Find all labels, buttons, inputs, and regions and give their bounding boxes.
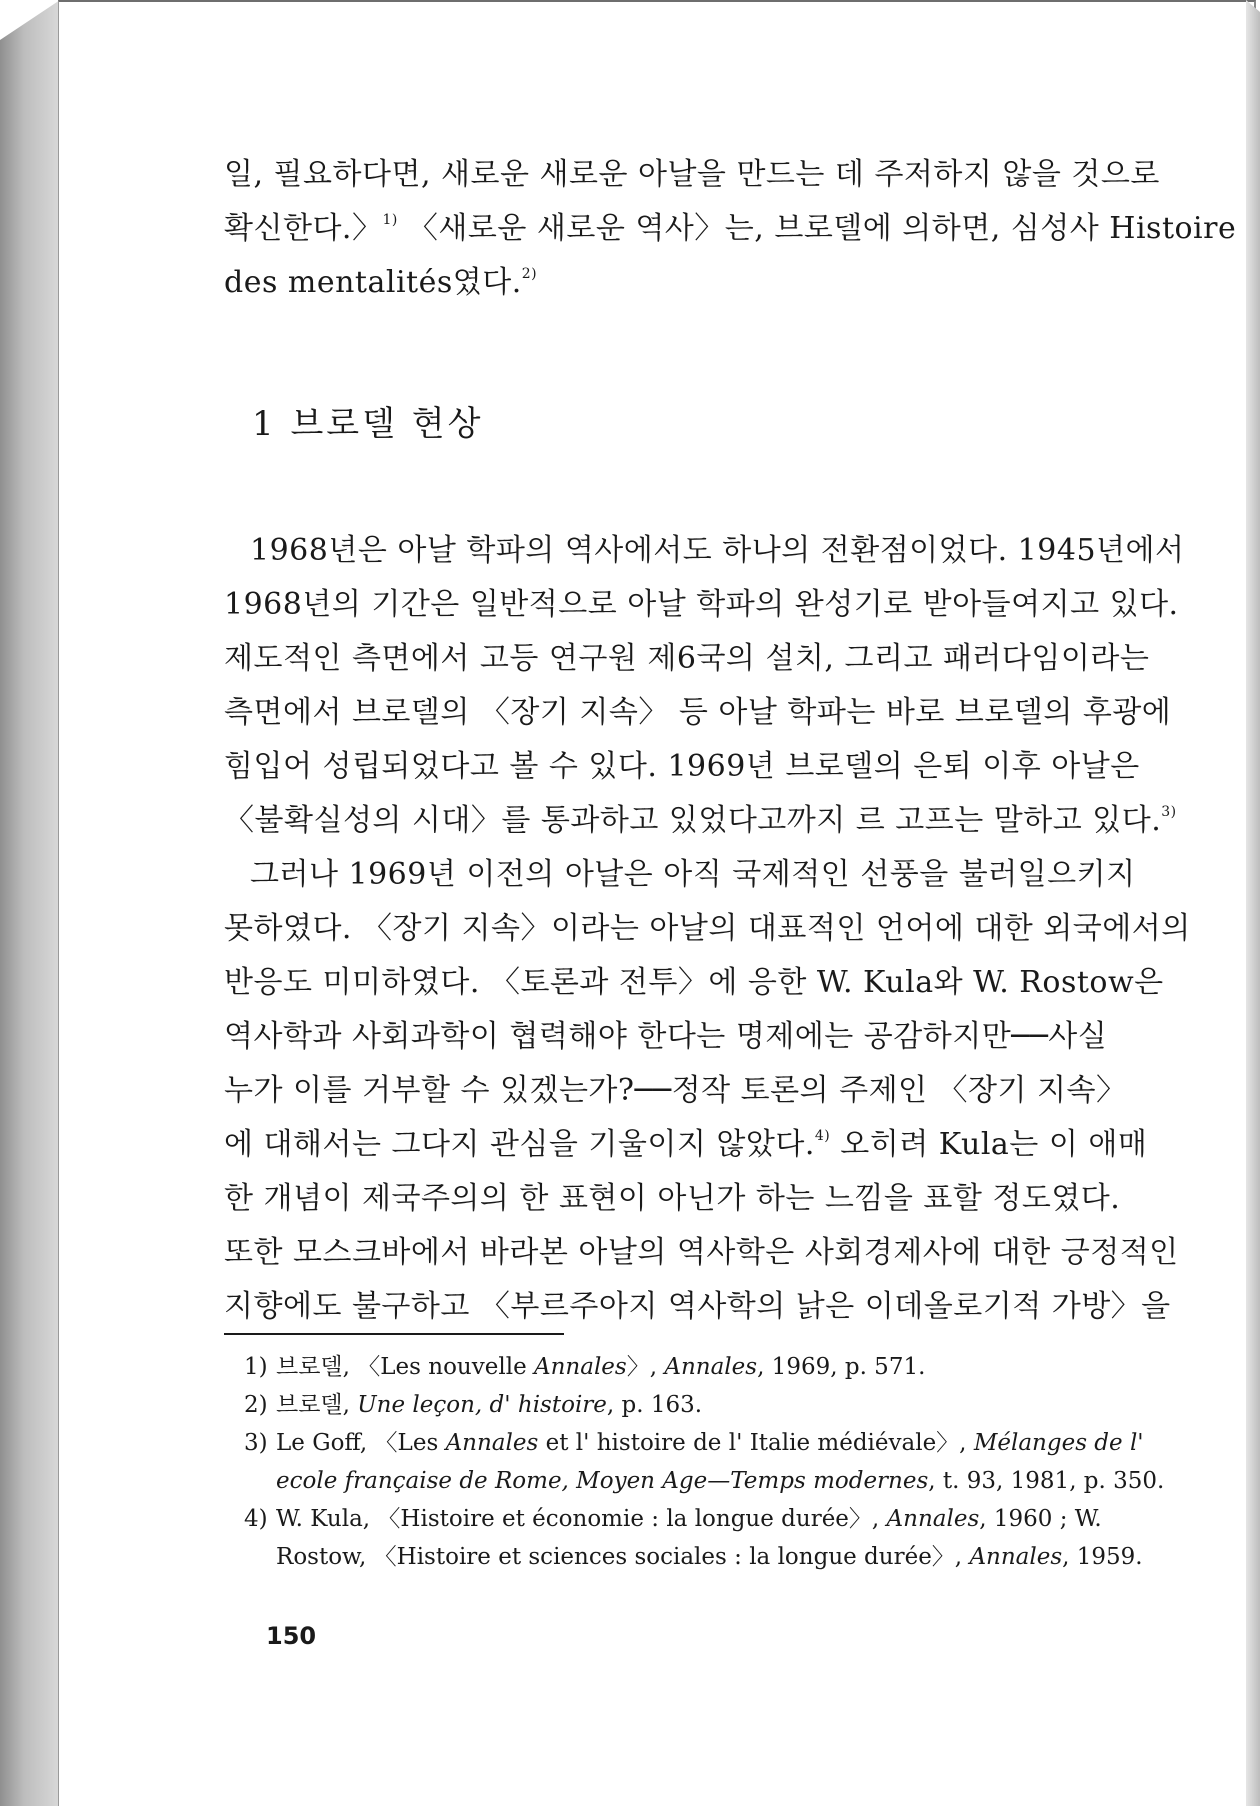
footnote-text: W. Kula, 〈Histoire et économie : la longue durée〉, xyxy=(276,1506,887,1532)
footnote-line xyxy=(276,1538,1143,1576)
line-text: 〈불확실성의 시대〉를 통과하고 있었다고까지 르 고프는 말하고 있다. xyxy=(224,803,1162,838)
text-line xyxy=(224,148,1160,202)
text-line xyxy=(224,848,1136,902)
footnote-item xyxy=(244,1500,1143,1576)
footnote-number: 2) xyxy=(244,1392,268,1418)
footnote-text: , 1959. xyxy=(1062,1544,1143,1570)
page-number: 150 xyxy=(266,1622,317,1650)
section-heading: 1 브로델 현상 xyxy=(252,404,484,444)
footnote-line xyxy=(276,1462,1165,1500)
body-paragraph-2 xyxy=(224,848,1191,1334)
footnote-marker: 1) xyxy=(382,212,398,228)
line-text: 에 대해서는 그다지 관심을 기울이지 않았다. xyxy=(224,1127,815,1162)
text-line xyxy=(224,1064,1127,1118)
footnotes xyxy=(244,1348,1165,1576)
line-text: 확신한다.〉 xyxy=(224,211,383,246)
text-line xyxy=(224,1118,1148,1172)
footnote-number: 4) xyxy=(244,1506,268,1532)
italic-title: Annales xyxy=(534,1354,627,1380)
footnote-marker: 4) xyxy=(814,1128,831,1144)
italic-title: Annales xyxy=(664,1354,758,1380)
footnote-line xyxy=(276,1348,1080,1386)
line-text: 누가 이를 거부할 수 있겠는가?──정작 토론의 주제인 〈장기 지속〉 xyxy=(224,1073,1127,1108)
footnote-text: 브로델, 〈Les nouvelle xyxy=(276,1354,534,1380)
line-text: 제도적인 측면에서 고등 연구원 제6국의 설치, 그리고 패러다임이라는 xyxy=(224,641,1150,676)
footnote-text: , p. 163. xyxy=(606,1392,703,1418)
footnote-text: , 1969, p. 571. xyxy=(757,1354,926,1380)
footnote-text: 브로델, xyxy=(276,1392,358,1418)
intro-paragraph xyxy=(224,148,1237,310)
footnote-text: , 1960 ; W. xyxy=(979,1506,1102,1532)
text-line xyxy=(224,202,1237,256)
line-text-continued: 〈새로운 새로운 역사〉는, 브로델에 의하면, 심성사 Histoire xyxy=(397,211,1237,246)
footnote-item xyxy=(244,1424,1165,1500)
line-text: 한 개념이 제국주의의 한 표현이 아닌가 하는 느낌을 표할 정도였다. xyxy=(224,1181,1121,1216)
text-line xyxy=(224,1172,1121,1226)
italic-title: Annales xyxy=(969,1544,1063,1570)
text-line xyxy=(224,902,1191,956)
line-text: 1968년의 기간은 일반적으로 아날 학파의 완성기로 받아들여지고 있다. xyxy=(224,587,1179,622)
text-line xyxy=(224,632,1150,686)
text-line xyxy=(224,1010,1108,1064)
line-text: 일, 필요하다면, 새로운 새로운 아날을 만드는 데 주저하지 않을 것으로 xyxy=(224,157,1160,192)
text-line xyxy=(224,686,1172,740)
footnote-marker: 2) xyxy=(521,266,538,282)
footnote-line xyxy=(276,1500,1102,1538)
italic-title: Annales xyxy=(886,1506,980,1532)
page-content xyxy=(224,148,1237,1334)
text-line xyxy=(224,1226,1179,1280)
footnote-number: 1) xyxy=(244,1354,268,1380)
text-line xyxy=(224,740,1140,794)
line-text: 지향에도 불구하고 〈부르주아지 역사학의 낡은 이데올로기적 가방〉을 xyxy=(224,1289,1171,1324)
italic-title: Mélanges de l' xyxy=(973,1430,1144,1456)
italic-title: ecole française de Rome, Moyen Age—Temps modernes xyxy=(276,1468,929,1494)
footnote-item xyxy=(244,1348,1080,1386)
footnote-item xyxy=(244,1386,1080,1424)
footnote-text: et l' histoire de l' Italie médiévale〉, xyxy=(538,1430,974,1456)
text-line xyxy=(224,956,1164,1010)
line-text: 역사학과 사회과학이 협력해야 한다는 명제에는 공감하지만──사실 xyxy=(224,1019,1108,1054)
text-line xyxy=(224,578,1179,632)
footnote-line xyxy=(276,1424,1144,1462)
footnote-text: , t. 93, 1981, p. 350. xyxy=(928,1468,1165,1494)
book-spine xyxy=(0,0,60,1806)
line-text-continued: 오히려 Kula는 이 애매 xyxy=(830,1127,1148,1162)
footnote-text: Rostow, 〈Histoire et sciences sociales : la longue durée〉, xyxy=(276,1544,970,1570)
line-text: 반응도 미미하였다. 〈토론과 전투〉에 응한 W. Kula와 W. Rostow은 xyxy=(224,965,1164,1000)
text-line xyxy=(224,256,1076,310)
footnote-number: 3) xyxy=(244,1430,268,1456)
body-paragraph-1 xyxy=(224,524,1185,848)
footnote-divider xyxy=(224,1333,564,1335)
line-text: 또한 모스크바에서 바라본 아날의 역사학은 사회경제사에 대한 긍정적인 xyxy=(224,1235,1179,1270)
footnote-text: Le Goff, 〈Les xyxy=(276,1430,446,1456)
text-line xyxy=(224,794,1177,848)
line-text: 측면에서 브로델의 〈장기 지속〉 등 아날 학파는 바로 브로델의 후광에 xyxy=(224,695,1172,730)
footnote-marker: 3) xyxy=(1161,804,1177,820)
text-line xyxy=(224,524,1185,578)
line-text: 힘입어 성립되었다고 볼 수 있다. 1969년 브로델의 은퇴 이후 아날은 xyxy=(224,749,1140,784)
line-text: 그러나 1969년 이전의 아날은 아직 국제적인 선풍을 불러일으키지 xyxy=(250,857,1136,892)
page-edge xyxy=(1246,0,1260,1806)
italic-title: Annales xyxy=(445,1430,539,1456)
line-text: des mentalités였다. xyxy=(224,265,522,300)
footnote-text: 〉, xyxy=(626,1354,665,1380)
line-text: 1968년은 아날 학파의 역사에서도 하나의 전환점이었다. 1945년에서 xyxy=(250,533,1185,568)
footnote-line xyxy=(276,1386,1080,1424)
text-line xyxy=(224,1280,1171,1334)
line-text: 못하였다. 〈장기 지속〉이라는 아날의 대표적인 언어에 대한 외국에서의 xyxy=(224,911,1191,946)
italic-title: Une leçon, d' histoire xyxy=(357,1392,607,1418)
